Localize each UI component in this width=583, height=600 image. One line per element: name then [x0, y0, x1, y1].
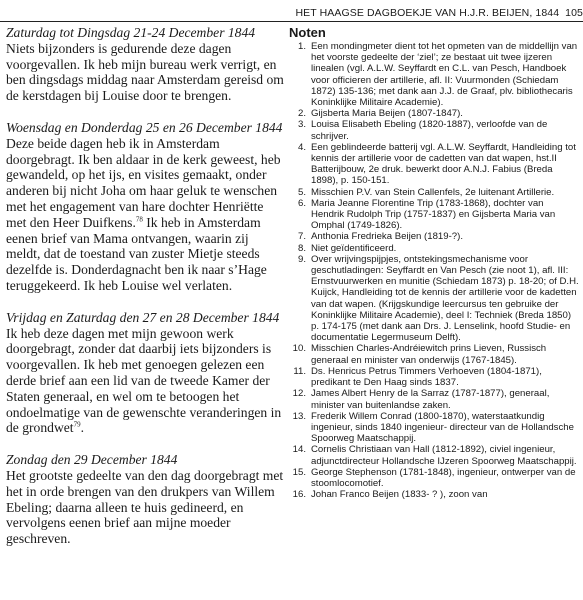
note-item: [289, 231, 579, 242]
running-title: HET HAAGSE DAGBOEKJE VAN H.J.R. BEIJEN, 1844: [295, 7, 560, 19]
note-item: [289, 366, 579, 388]
note-number: 5.: [297, 186, 306, 198]
header-rule: [0, 21, 583, 22]
entry-text: Het grootste gedeelte van den dag doorgebragt met het in orde brengen van den drukpers van Willem Ebeling; daarna alleen te huis gedineerd, en vervolgens eenen brief aan mijne moeder geschreven.: [6, 467, 284, 547]
note-number: 4.: [297, 141, 306, 153]
entry-text-part: Deze beide dagen heb ik in Amsterdam doorgebragt. Ik ben aldaar in de kerk geweest, heb gewandeld, op het ijs, en visites gemaakt, onder anderen bij nicht Joha om haar geluk te wenschen met het engagement van hare dochter Henriëtte met den Heer Duifkens.: [6, 135, 281, 230]
note-number: 8.: [297, 242, 306, 254]
note-number: 16.: [292, 489, 306, 501]
note-item: [289, 489, 579, 500]
note-item: [289, 198, 579, 232]
diary-entry: [6, 310, 284, 436]
note-text: George Stephenson (1781-1848), ingenieur, ontwerper van de stoomlocomotief.: [311, 466, 576, 489]
note-item: [289, 411, 579, 445]
entry-text: [6, 136, 284, 294]
footnote-ref: 79: [73, 420, 81, 429]
note-item: [289, 119, 579, 141]
note-text: Maria Jeanne Florentine Trip (1783-1868), dochter van Hendrik Rudolph Trip (1757-1837) en Gijsberta Maria van Omphal (1749-1826).: [311, 197, 556, 232]
diary-entry: [6, 25, 284, 104]
footnote-ref: 78: [135, 215, 143, 224]
diary-column: [6, 25, 284, 563]
note-number: 7.: [297, 231, 306, 243]
notes-heading: Noten: [289, 25, 326, 40]
entry-date: Zaturdag tot Dingsdag 21-24 December 1844: [6, 25, 256, 40]
entry-text: [6, 326, 284, 437]
note-text: Johan Franco Beijen (1833- ? ), zoon van: [311, 489, 488, 501]
page-number: 105: [565, 7, 583, 19]
entry-date: Zondag den 29 December 1844: [6, 452, 178, 468]
note-item: [289, 254, 579, 344]
entry-date: Vrijdag en Zaturdag den 27 en 28 December 1844: [6, 309, 280, 325]
note-text: Anthonia Fredrieka Beijen (1819-?).: [311, 231, 463, 243]
note-number: 6.: [297, 197, 306, 209]
note-text: Een geblindeerde batterij vgl. A.L.W. Seyffardt, Handleiding tot kennis der artillerie voor de cadetten van dat wapen, hst.II Batterijbouw, 2e druk. bewerkt door A.N.J. Fabius (Breda 1898), p. 150-151.: [311, 141, 576, 187]
note-item: [289, 343, 579, 365]
note-item: [289, 388, 579, 410]
note-item: [289, 243, 579, 254]
note-number: 10.: [292, 343, 306, 355]
running-header: [295, 7, 583, 19]
note-number: 9.: [297, 253, 306, 265]
diary-entry: [6, 452, 284, 547]
entry-text-part: Ik heb deze dagen met mijn gewoon werk doorgebragt, zonder dat daarbij iets bijzonders is voorgevallen. Ik heb met genoegen gelezen een derde brief aan een lid van de tweede Kamer der Staten generaal, en wel om te betoogen het ondoelmatige van de gewenschte veranderingen in de grondwet: [6, 325, 282, 436]
note-text: James Albert Henry de la Sarraz (1787-1877), generaal, minister van buitenlandse zaken.: [311, 388, 550, 411]
note-number: 2.: [297, 108, 306, 120]
notes-column: [289, 25, 579, 500]
note-item: [289, 142, 579, 187]
note-item: [289, 108, 579, 119]
note-text: Frederik Willem Conrad (1800-1870), waterstaatkundig ingenieur, sinds 1840 ingenieur- directeur van de Hollandsche Spoorweg Maatschappij.: [311, 410, 574, 445]
note-number: 13.: [292, 410, 306, 422]
note-number: 11.: [293, 365, 306, 377]
entry-text-part: .: [80, 420, 84, 436]
note-text: Een mondingmeter dient tot het opmeten van de middellijn van het voorste gedeelte der ‘ziel’; ze bestaat uit twee ijzeren linealen (vgl. A.L.W. Seyffardt en C.L. van Pesch, Handboek voor officieren der artillerie, afl. II: Vuurmonden (Schiedam 1872) 135-136; met dank aan J.J. de Graaf, plv. bibliothecaris Koninklijke Militaire Academie).: [311, 41, 578, 109]
note-text: Misschien P.V. van Stein Callenfels, 2e luitenant Artillerie.: [311, 186, 555, 198]
entry-date: Woensdag en Donderdag 25 en 26 December 1844: [6, 119, 283, 135]
note-number: 15.: [292, 466, 306, 478]
note-number: 3.: [297, 119, 306, 131]
note-text: Over wrijvingspijpjes, ontstekingsmechanisme voor geschutladingen: Seyffardt en Van Pesch (zie noot 1), afl. III: Ernstvuurwerken en munitie (Schiedam 1873) p. 18-20; of D.H. Kuijck, Handleiding tot de kennis der artillerie voor de kadetten van dat wapen. (Krijgskundige leercursus ten gebruike der Koninklijke Militaire Academie), deel I: Techniek (Breda 1850) p. 174-175 (met dank aan Drs. J. Lenselink, hoofd Studie- en documentatie Legermuseum Delft).: [311, 253, 579, 344]
note-item: [289, 187, 579, 198]
note-item: [289, 41, 579, 108]
note-number: 1.: [297, 41, 306, 52]
note-number: 14.: [292, 444, 306, 456]
diary-entry: [6, 120, 284, 294]
note-text: Gijsberta Maria Beijen (1807-1847).: [311, 108, 463, 120]
entry-text-part: Ik heb in Amsterdam eenen brief van Mama ontvangen, waarin zij meldt, dat de toestand van zuster Mietje steeds dezelfde is. Donderdagnacht ben ik naar s’Hage teruggekeerd. Ik heb Louise wel verlaten.: [6, 214, 267, 293]
note-text: Cornelis Christiaan van Hall (1812-1892), civiel ingenieur, adjunctdirecteur Hollandsche IJzeren Spoorweg Maatschappij.: [311, 444, 577, 467]
note-text: Ds. Henricus Petrus Timmers Verhoeven (1804-1871), predikant te Den Haag sinds 1837.: [311, 365, 542, 389]
note-text: Louisa Elisabeth Ebeling (1820-1887), verloofde van de schrijver.: [311, 119, 548, 142]
note-text: Niet geïdentificeerd.: [311, 242, 397, 254]
note-number: 12.: [292, 388, 306, 400]
note-item: [289, 444, 579, 466]
note-item: [289, 467, 579, 489]
note-text: Misschien Charles-Andréiewitch prins Lieven, Russisch generaal en minister van onderwijs (1767-1845).: [311, 343, 547, 366]
entry-text: Niets bijzonders is gedurende deze dagen voorgevallen. Ik heb mijn bureau werk verrigt, en ben dingsdags middag naar Amsterdam gereisd om de kerstdagen bij Louise door te brengen.: [6, 40, 284, 104]
